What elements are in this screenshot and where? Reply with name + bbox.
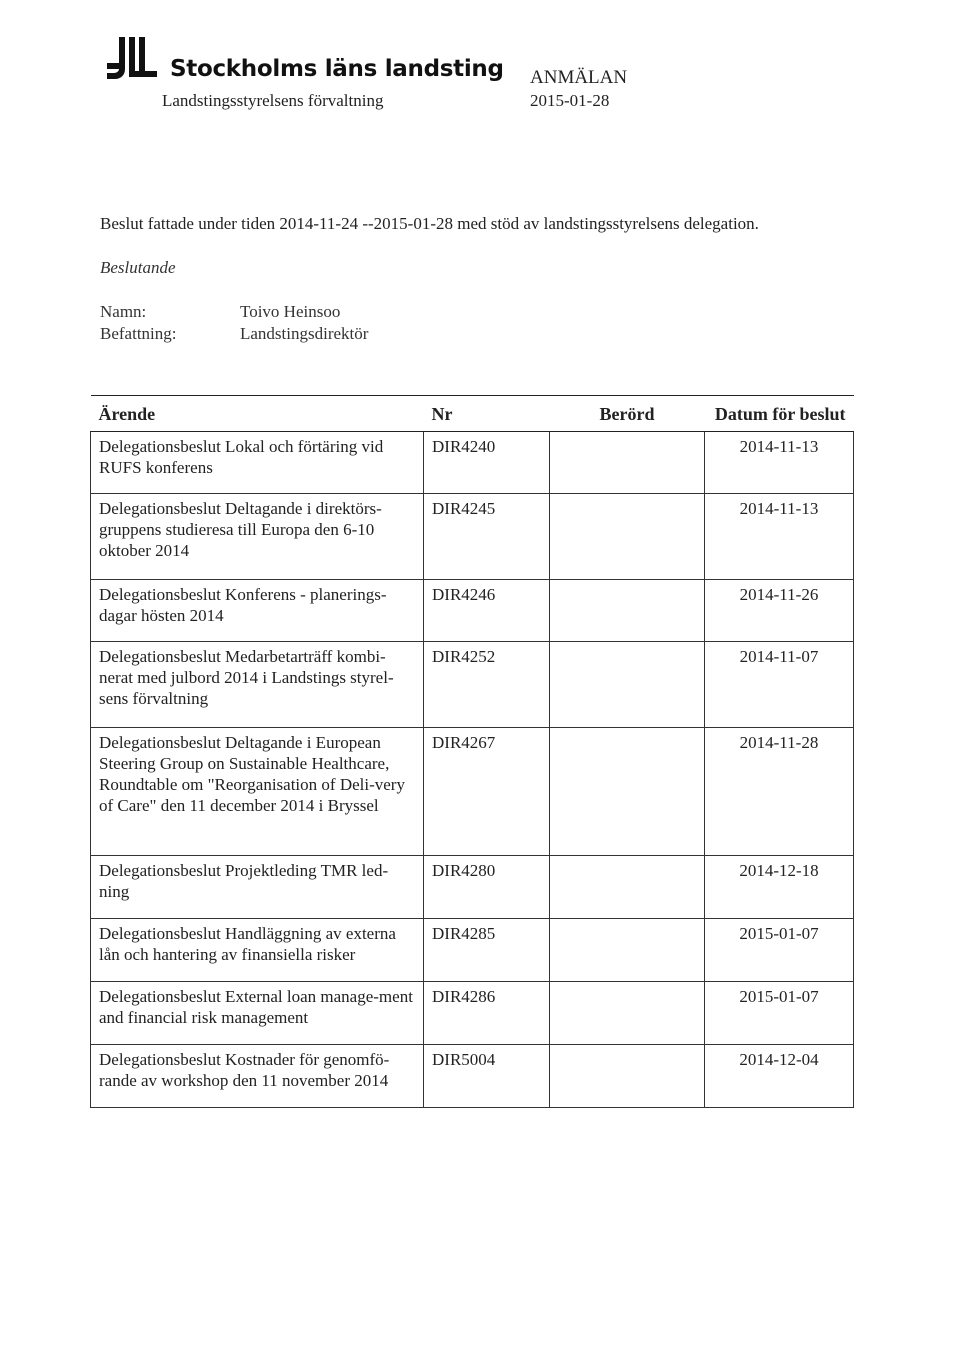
cell-datum: 2014-11-13 [705, 494, 854, 580]
cell-berord [550, 728, 705, 856]
header-arende: Ärende [91, 396, 424, 432]
header-nr: Nr [424, 396, 550, 432]
table-row [91, 856, 854, 919]
cell-arende: Delegationsbeslut Medarbetarträff kombi-nerat med julbord 2014 i Landstings styrel-sens förvaltning [91, 642, 424, 728]
cell-nr: DIR4285 [424, 919, 550, 982]
cell-berord [550, 494, 705, 580]
cell-datum: 2014-11-28 [705, 728, 854, 856]
cell-berord [550, 642, 705, 728]
cell-berord [550, 856, 705, 919]
cell-arende: Delegationsbeslut Kostnader för genomfö-rande av workshop den 11 november 2014 [91, 1045, 424, 1108]
cell-arende: Delegationsbeslut External loan manage-ment and financial risk management [91, 982, 424, 1045]
cell-datum: 2014-11-13 [705, 432, 854, 494]
cell-datum: 2014-12-04 [705, 1045, 854, 1108]
table-row [91, 432, 854, 494]
cell-berord [550, 919, 705, 982]
cell-datum: 2014-11-26 [705, 580, 854, 642]
header-datum: Datum för beslut [705, 396, 854, 432]
cell-nr: DIR5004 [424, 1045, 550, 1108]
cell-arende: Delegationsbeslut Deltagande i direktörs-gruppens studieresa till Europa den 6-10 oktober 2014 [91, 494, 424, 580]
table-row [91, 580, 854, 642]
intro-text: Beslut fattade under tiden 2014-11-24 --2015-01-28 med stöd av landstingsstyrelsens delegation. [100, 214, 759, 233]
cell-nr: DIR4252 [424, 642, 550, 728]
cell-nr: DIR4280 [424, 856, 550, 919]
cell-arende: Delegationsbeslut Handläggning av externa lån och hantering av finansiella risker [91, 919, 424, 982]
role-label: Befattning: [100, 324, 177, 343]
cell-berord [550, 1045, 705, 1108]
table-row [91, 1045, 854, 1108]
cell-nr: DIR4245 [424, 494, 550, 580]
document-date: 2015-01-28 [530, 91, 610, 110]
cell-berord [550, 982, 705, 1045]
table-row [91, 642, 854, 728]
decisions-table [90, 395, 854, 1108]
org-name: Stockholms läns landsting [170, 56, 504, 82]
table-row [91, 728, 854, 856]
cell-nr: DIR4240 [424, 432, 550, 494]
table-row [91, 919, 854, 982]
table-row [91, 494, 854, 580]
cell-arende: Delegationsbeslut Lokal och förtäring vid RUFS konferens [91, 432, 424, 494]
cell-arende: Delegationsbeslut Konferens - planerings-dagar hösten 2014 [91, 580, 424, 642]
role-value: Landstingsdirektör [240, 324, 369, 343]
name-value: Toivo Heinsoo [240, 302, 341, 321]
decider-section-title: Beslutande [100, 258, 176, 277]
cell-berord [550, 580, 705, 642]
cell-datum: 2014-11-07 [705, 642, 854, 728]
cell-datum: 2015-01-07 [705, 919, 854, 982]
header-berord: Berörd [550, 396, 705, 432]
name-label: Namn: [100, 302, 147, 321]
table-row [91, 982, 854, 1045]
cell-datum: 2014-12-18 [705, 856, 854, 919]
document-type: ANMÄLAN [530, 67, 628, 88]
org-subtitle: Landstingsstyrelsens förvaltning [162, 91, 384, 110]
cell-nr: DIR4286 [424, 982, 550, 1045]
cell-berord [550, 432, 705, 494]
cell-nr: DIR4267 [424, 728, 550, 856]
table-header-row [91, 396, 854, 432]
cell-arende: Delegationsbeslut Deltagande i European Steering Group on Sustainable Healthcare, Roundtable om "Reorganisation of Deli-very of Care" den 11 december 2014 i Bryssel [91, 728, 424, 856]
cell-datum: 2015-01-07 [705, 982, 854, 1045]
sll-logo-icon [105, 35, 161, 81]
cell-nr: DIR4246 [424, 580, 550, 642]
cell-arende: Delegationsbeslut Projektleding TMR led-ning [91, 856, 424, 919]
